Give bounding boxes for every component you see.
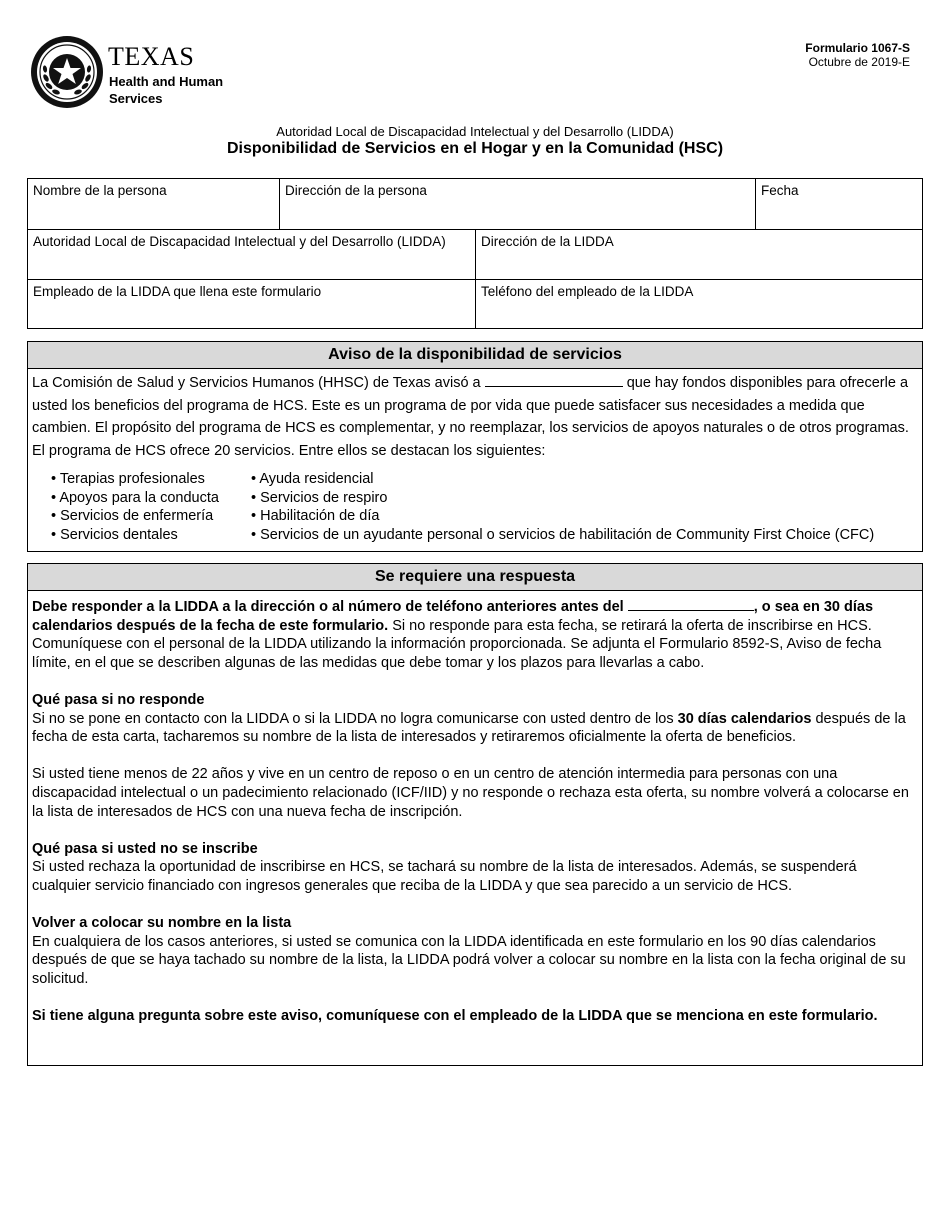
services_col2-item: • Ayuda residencial — [251, 470, 874, 489]
employee-field[interactable] — [28, 280, 475, 329]
relist-heading: Volver a colocar su nombre en la lista — [32, 915, 292, 932]
response-required-heading: Se requiere una respuesta — [28, 564, 922, 591]
lidda-address-label: Dirección de la LIDDA — [481, 234, 614, 249]
services_col1-item: • Servicios dentales — [51, 526, 219, 545]
no-response-text-b: después de la fecha de esta carta, tacharemos su nombre de la lista de interesados y retiraremos oficialmente la oferta de beneficios. — [32, 710, 906, 746]
response-paragraph-deadline — [32, 597, 918, 672]
response-paragraph-not-enroll — [32, 840, 918, 896]
lidda-label: Autoridad Local de Discapacidad Intelectual y del Desarrollo (LIDDA) — [33, 234, 446, 249]
not-enroll-text: Si usted rechaza la oportunidad de inscribirse en HCS, se tachará su nombre de la lista de interesados. Además, se suspenderá cualquier servicio financiado con ingresos generales que reciba de la LIDDA y que sea parecido a un servicio de HCS. — [32, 859, 857, 894]
info-fields-table — [27, 178, 923, 329]
deadline-bold-a: Debe responder a la LIDDA a la dirección o al número de teléfono anteriores antes del — [32, 599, 624, 615]
notice-date-blank[interactable] — [485, 373, 623, 387]
person-address-field[interactable] — [279, 179, 755, 229]
services_col1-item: • Servicios de enfermería — [51, 507, 219, 526]
page-title: Disponibilidad de Servicios en el Hogar y en la Comunidad (HSC) — [226, 140, 724, 157]
person-name-field[interactable] — [28, 179, 279, 229]
services_col1-item: • Terapias profesionales — [51, 470, 219, 489]
logo-texas-text: TEXAS — [108, 42, 195, 71]
services_col2-item: • Servicios de un ayudante personal o servicios de habilitación de Community First Choice (CFC) — [251, 526, 874, 545]
notice-text-end: que hay fondos disponibles para ofrecerle a usted los beneficios del programa de HCS. Este es un programa de por vida que puede satisfacer sus necesidades a medida que cambien. El propósito del programa de HCS es complementar, y no reemplazar, los servicios de apoyos naturales o de otros programas. El programa de HCS ofrece 20 servicios. Entre ellos se destacan los siguientes: — [32, 375, 909, 459]
texas-seal-icon — [30, 34, 104, 110]
availability-notice-section — [27, 341, 923, 552]
form-revision-date: Octubre de 2019-E — [808, 55, 910, 69]
deadline-date-blank[interactable] — [628, 597, 754, 611]
services-list-col2 — [251, 470, 874, 544]
deadline-bold-b: , o sea en 30 días calendarios después de la fecha de este formulario. — [32, 599, 874, 634]
person-name-label: Nombre de la persona — [33, 183, 167, 198]
fields-row-1 — [28, 179, 922, 229]
services-lists — [28, 462, 922, 542]
services_col2-item: • Servicios de respiro — [251, 489, 874, 508]
fields-row-2 — [28, 229, 922, 279]
logo-agency-text — [109, 73, 239, 107]
notice-text-start: La Comisión de Salud y Servicios Humanos (HHSC) de Texas avisó a — [32, 375, 481, 391]
response-paragraph-relist — [32, 914, 918, 988]
logo-agency-line2: Services — [109, 91, 163, 106]
response-paragraph-questions: Si tiene alguna pregunta sobre este aviso, comuníquese con el empleado de la LIDDA que se menciona en este formulario. — [32, 1008, 878, 1025]
no-response-heading: Qué pasa si no responde — [32, 691, 205, 708]
form-number: Formulario 1067-S — [805, 41, 910, 55]
services_col2-item: • Habilitación de día — [251, 507, 874, 526]
relist-text: En cualquiera de los casos anteriores, si usted se comunica con la LIDDA identificada en este formulario en los 90 días calendarios después de que se haya tachado su nombre de la lista, la LIDDA podrá volver a colocar su nombre en la lista con la fecha original de su solicitud. — [32, 933, 906, 987]
no-response-text-a: Si no se pone en contacto con la LIDDA o si la LIDDA no logra comunicarse con usted dentro de los — [32, 710, 674, 727]
fields-row-3 — [28, 279, 922, 329]
lidda-address-field[interactable] — [475, 230, 922, 279]
date-field[interactable] — [755, 179, 922, 229]
page-subtitle: Autoridad Local de Discapacidad Intelectual y del Desarrollo (LIDDA) — [276, 124, 674, 139]
not-enroll-heading: Qué pasa si usted no se inscribe — [32, 840, 258, 857]
availability-notice-text — [28, 369, 922, 462]
logo-agency-line1: Health and Human — [109, 74, 224, 89]
date-label: Fecha — [761, 183, 799, 198]
no-response-bold: 30 días calendarios — [677, 710, 812, 727]
employee-label: Empleado de la LIDDA que llena este formulario — [33, 284, 322, 299]
employee-phone-field[interactable] — [475, 280, 922, 329]
response-paragraph-under-22: Si usted tiene menos de 22 años y vive en un centro de reposo o en un centro de atención intermedia para personas con una discapacidad intelectual o un padecimiento relacionado (ICF/IID) y no responde o rechaza esta oferta, su nombre volverá a colocarse en la lista de interesados de HCS con una nueva fecha de inscripción. — [32, 766, 909, 820]
availability-notice-heading: Aviso de la disponibilidad de servicios — [28, 342, 922, 369]
services-list-col1 — [51, 470, 219, 544]
response-required-section — [27, 563, 923, 1066]
employee-phone-label: Teléfono del empleado de la LIDDA — [481, 284, 694, 299]
services_col1-item: • Apoyos para la conducta — [51, 489, 219, 508]
response-paragraph-no-response — [32, 691, 918, 747]
lidda-field[interactable] — [28, 230, 475, 279]
person-address-label: Dirección de la persona — [285, 183, 427, 198]
response-body — [28, 591, 922, 1026]
deadline-rest: Si no responde para esta fecha, se retirará la oferta de inscribirse en HCS. Comuníquese con el personal de la LIDDA utilizando la información proporcionada. Se adjunta el Formulario 8592-S, Aviso de fecha límite, en el que se describen algunas de las medidas que debe tomar y los plazos para llevarlas a cabo. — [32, 617, 882, 671]
form-number-block — [805, 41, 910, 69]
texas-hhs-logo — [30, 34, 230, 110]
